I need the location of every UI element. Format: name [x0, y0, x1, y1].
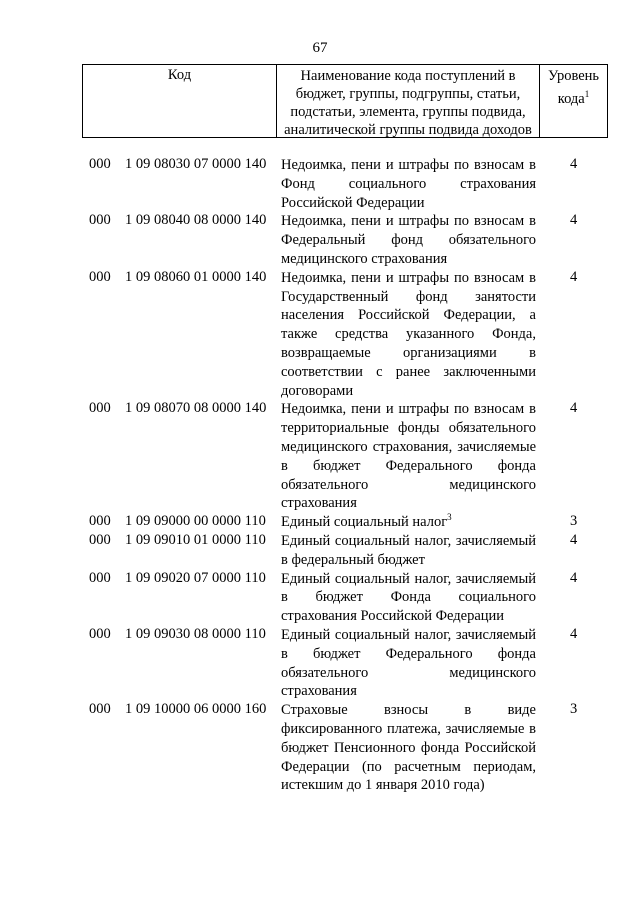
row-level: 4	[570, 400, 578, 417]
row-level: 4	[570, 625, 578, 642]
row-name-text: Недоимка, пени и штрафы по взносам в Фонд социального страхования Российской Федерации	[281, 157, 536, 211]
row-name-text: Недоимка, пени и штрафы по взносам в Государственный фонд занятости населения Российской Федерации, а также средства указанного Фонда, возвращаемые организациями в соответствии с ранее заключенными договорами	[281, 269, 536, 399]
row-level: 3	[570, 513, 578, 530]
row-level: 4	[570, 531, 578, 548]
row-admin-code: 000	[89, 513, 111, 530]
table-row	[0, 570, 640, 626]
row-name	[281, 269, 536, 401]
row-admin-code: 000	[89, 625, 111, 642]
row-admin-code: 000	[89, 268, 111, 285]
row-admin-code: 000	[89, 569, 111, 586]
row-level: 4	[570, 569, 578, 586]
row-name	[281, 570, 536, 626]
table-header	[82, 64, 608, 138]
table-row	[0, 269, 640, 401]
row-name	[281, 513, 536, 532]
row-name	[281, 532, 536, 570]
row-code: 1 09 09000 00 0000 110	[125, 513, 266, 530]
row-level: 4	[570, 268, 578, 285]
row-admin-code: 000	[89, 531, 111, 548]
row-admin-code: 000	[89, 701, 111, 718]
row-level: 4	[570, 156, 578, 172]
row-code: 1 09 09020 07 0000 110	[125, 569, 266, 586]
header-name: Наименование кода поступлений в бюджет, группы, подгруппы, статьи, подстатьи, элемента, группы подвида, аналитической группы подвида доходов	[276, 65, 539, 137]
header-level-label: Уровень кода	[547, 68, 600, 107]
row-code: 1 09 09010 01 0000 110	[125, 531, 266, 548]
header-code: Код	[82, 65, 276, 137]
table-row	[0, 400, 640, 513]
row-name-text: Единый социальный налог	[281, 514, 448, 531]
header-level	[539, 65, 608, 137]
table-row	[0, 212, 640, 268]
row-name	[281, 212, 536, 268]
row-name-text: Единый социальный налог, зачисляемый в бюджет Федерального фонда обязательного медицинского страхования	[281, 626, 536, 700]
row-code: 1 09 09030 08 0000 110	[125, 625, 266, 642]
row-code: 1 09 08070 08 0000 140	[125, 400, 267, 417]
row-code: 1 09 10000 06 0000 160	[125, 701, 267, 718]
row-code: 1 09 08040 08 0000 140	[125, 212, 267, 229]
row-level: 3	[570, 701, 578, 718]
row-footnote: 3	[447, 512, 452, 523]
row-name-text: Единый социальный налог, зачисляемый в бюджет Фонда социального страхования Российской Федерации	[281, 570, 536, 625]
row-name	[281, 626, 536, 701]
row-name-text: Недоимка, пени и штрафы по взносам в Федеральный фонд обязательного медицинского страхования	[281, 213, 536, 267]
table-row	[0, 532, 640, 570]
row-code: 1 09 08060 01 0000 140	[125, 268, 267, 285]
table-row	[0, 513, 640, 532]
row-name-text: Недоимка, пени и штрафы по взносам в территориальные фонды обязательного медицинского страхования, зачисляемые в бюджет Федерального фонда обязательного медицинского страхования	[281, 401, 536, 512]
page-number: 67	[312, 40, 328, 56]
row-name-text: Единый социальный налог, зачисляемый в федеральный бюджет	[281, 532, 536, 568]
row-name-text: Страховые взносы в виде фиксированного платежа, зачисляемые в бюджет Пенсионного фонда Российской Федерации (по расчетным периодам, истекшим до 1 января 2010 года)	[281, 702, 536, 794]
header-level-footnote: 1	[584, 89, 590, 99]
row-name	[281, 701, 536, 795]
table-row	[0, 626, 640, 701]
row-name	[281, 400, 536, 513]
row-level: 4	[570, 212, 578, 229]
table-row	[0, 156, 640, 212]
table-row	[0, 701, 640, 795]
row-admin-code: 000	[89, 212, 111, 229]
table-body	[0, 156, 640, 795]
row-admin-code: 000	[89, 156, 111, 172]
row-admin-code: 000	[89, 400, 111, 417]
row-name	[281, 156, 536, 212]
row-code: 1 09 08030 07 0000 140	[125, 156, 267, 172]
